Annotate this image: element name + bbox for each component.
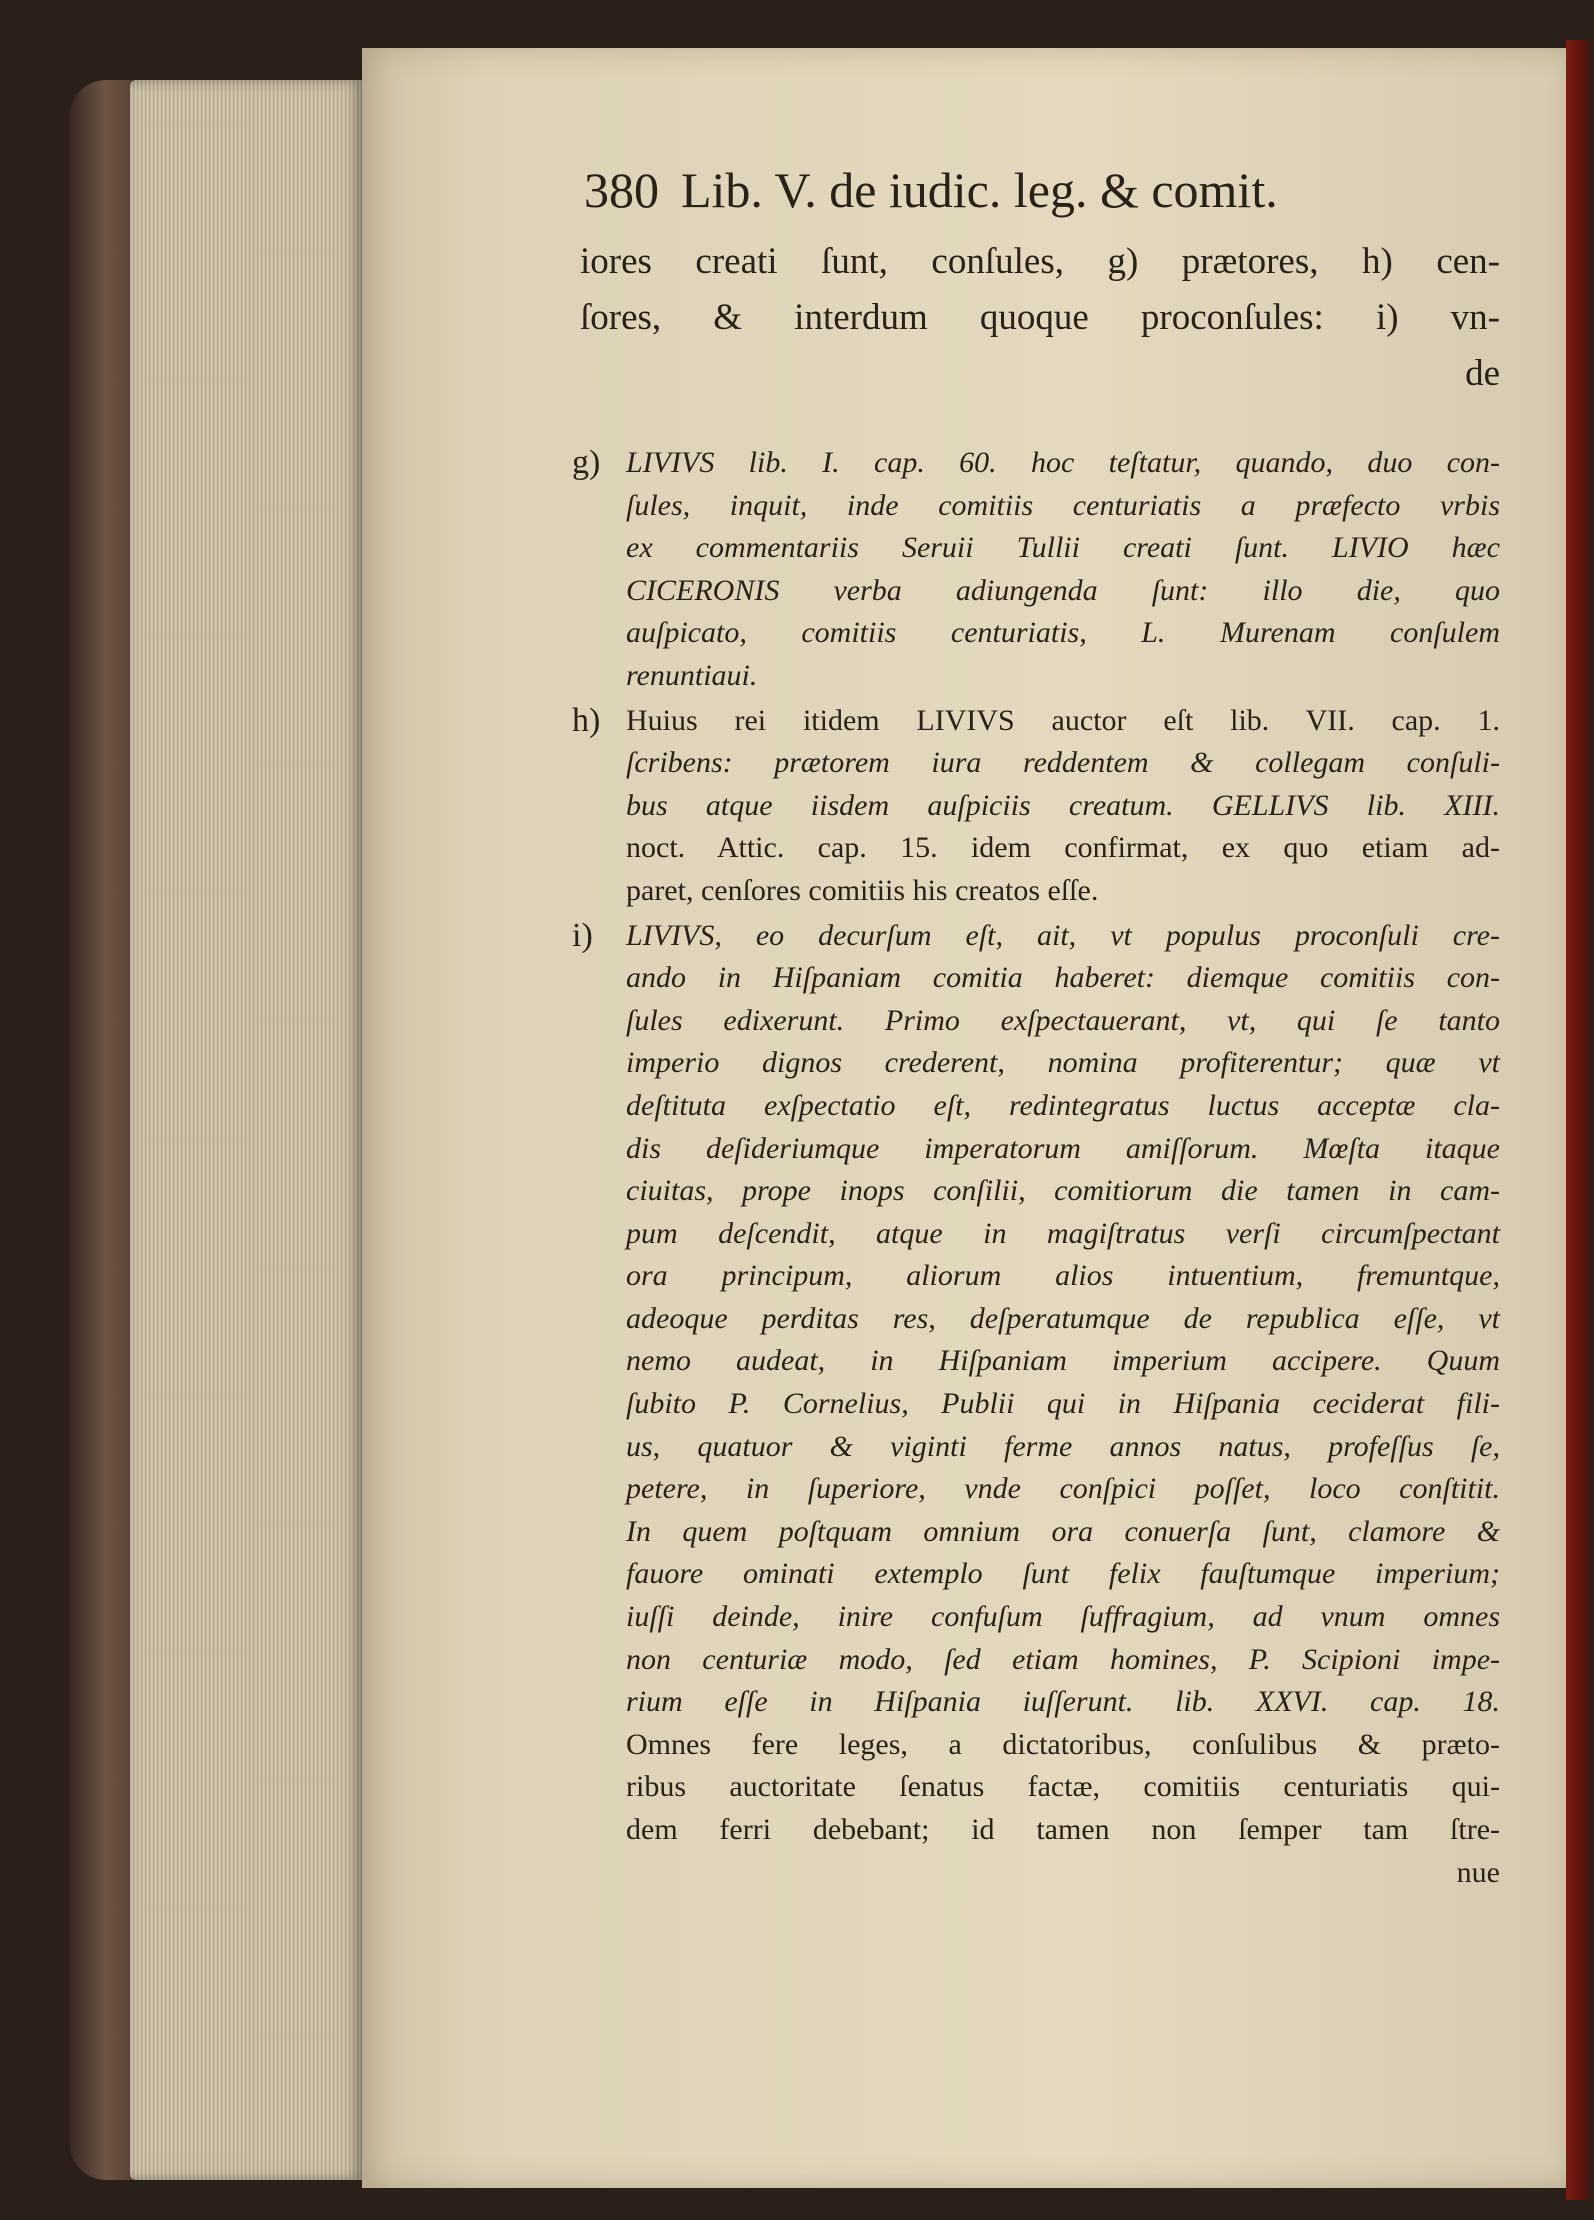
footnote-line: ora principum, aliorum alios intuentium, fremuntque,: [626, 1259, 1500, 1293]
footnote-line: renuntiaui.: [626, 658, 758, 692]
main-text: [580, 234, 1500, 402]
page-number: 380: [584, 162, 659, 218]
running-head: [584, 160, 1500, 220]
footnote-line: dis deſideriumque imperatorum amiſſorum. Mœſta itaque: [626, 1131, 1500, 1165]
footnote-line: Huius rei itidem LIVIVS auctor eſt lib. VII. cap. 1.: [626, 703, 1500, 737]
footnote-line: us, quatuor & viginti ferme annos natus, profeſſus ſe,: [626, 1429, 1500, 1463]
text-column: [572, 160, 1500, 1894]
footnote-line: ſules edixerunt. Primo exſpectauerant, vt, qui ſe tanto: [626, 1003, 1500, 1037]
footnote-line: ando in Hiſpaniam comitia haberet: diemque comitiis con-: [626, 961, 1500, 995]
footnote-line: ſules, inquit, inde comitiis centuriatis a præfecto vrbis: [626, 488, 1500, 522]
footnote-line: imperio dignos crederent, nomina profiterentur; quæ vt: [626, 1046, 1500, 1080]
footnote-line: ſcribens: prætorem iura reddentem & collegam conſuli-: [626, 746, 1500, 780]
footnote-marker: i): [572, 916, 593, 954]
footnote-line: ſubito P. Cornelius, Publii qui in Hiſpania ceciderat fili-: [626, 1387, 1500, 1421]
catchword: de: [1465, 353, 1500, 394]
footnote-line: ciuitas, prope inops conſilii, comitiorum die tamen in cam-: [626, 1174, 1500, 1208]
footnote-line: petere, in ſuperiore, vnde conſpici poſſet, loco conſtitit.: [626, 1472, 1500, 1506]
footnote-line: deſtituta exſpectatio eſt, redintegratus luctus acceptæ cla-: [626, 1088, 1500, 1122]
main-text-line: iores creati ſunt, conſules, g) prætores, h) cen-: [580, 241, 1500, 282]
main-text-line: ſores, & interdum quoque proconſules: i) vn-: [580, 297, 1500, 338]
footnote-marker: g): [572, 444, 601, 481]
footnote-line: rium eſſe in Hiſpania iuſſerunt. lib. XXVI. cap. 18.: [626, 1685, 1500, 1719]
footnote-line: nemo audeat, in Hiſpaniam imperium accipere. Quum: [626, 1344, 1500, 1378]
footnote-line: adeoque perditas res, deſperatumque de republica eſſe, vt: [626, 1301, 1500, 1335]
footnote-line: noct. Attic. cap. 15. idem confirmat, ex quo etiam ad-: [626, 831, 1500, 865]
footnote-line: Omnes fere leges, a dictatoribus, conſulibus & præto-: [626, 1727, 1500, 1761]
footnote-h: [572, 700, 1500, 913]
footnote-line: paret, cenſores comitiis his creatos eſſe.: [626, 873, 1099, 907]
footnote-g: [572, 442, 1500, 698]
page-edges: [130, 80, 362, 2180]
footnote-line: dem ferri debebant; id tamen non ſemper tam ſtre-: [626, 1813, 1500, 1846]
footnote-line: bus atque iisdem auſpiciis creatum. GELLIVS lib. XIII.: [626, 788, 1500, 822]
footnote-marker: h): [572, 701, 601, 739]
catchword: nue: [1456, 1855, 1500, 1889]
footnote-line: In quem poſtquam omnium ora conuerſa ſunt, clamore &: [626, 1514, 1500, 1548]
running-head-title: Lib. V. de iudic. leg. & comit.: [681, 162, 1278, 218]
footnote-line: auſpicato, comitiis centuriatis, L. Murenam conſulem: [626, 616, 1500, 650]
footnote-line: ribus auctoritate ſenatus factæ, comitiis centuriatis qui-: [626, 1770, 1500, 1804]
footnote-line: CICERONIS verba adiungenda ſunt: illo die, quo: [626, 573, 1500, 607]
footnote-line: non centuriæ modo, ſed etiam homines, P. Scipioni impe-: [626, 1642, 1500, 1676]
footnote-line: LIVIVS, eo decurſum eſt, ait, vt populus proconſuli cre-: [626, 918, 1500, 952]
footnote-line: ex commentariis Seruii Tullii creati ſunt. LIVIO hæc: [626, 531, 1500, 565]
footnote-line: pum deſcendit, atque in magiſtratus verſi circumſpectant: [626, 1216, 1500, 1250]
facing-page-edge: [1566, 40, 1594, 2200]
footnote-line: fauore ominati extemplo ſunt felix fauſtumque imperium;: [626, 1557, 1500, 1591]
footnote-line: iuſſi deinde, inire confuſum ſuffragium, ad vnum omnes: [626, 1600, 1500, 1634]
footnote-i: [572, 915, 1500, 1895]
footnote-line: LIVIVS lib. I. cap. 60. hoc teſtatur, quando, duo con-: [626, 446, 1500, 479]
